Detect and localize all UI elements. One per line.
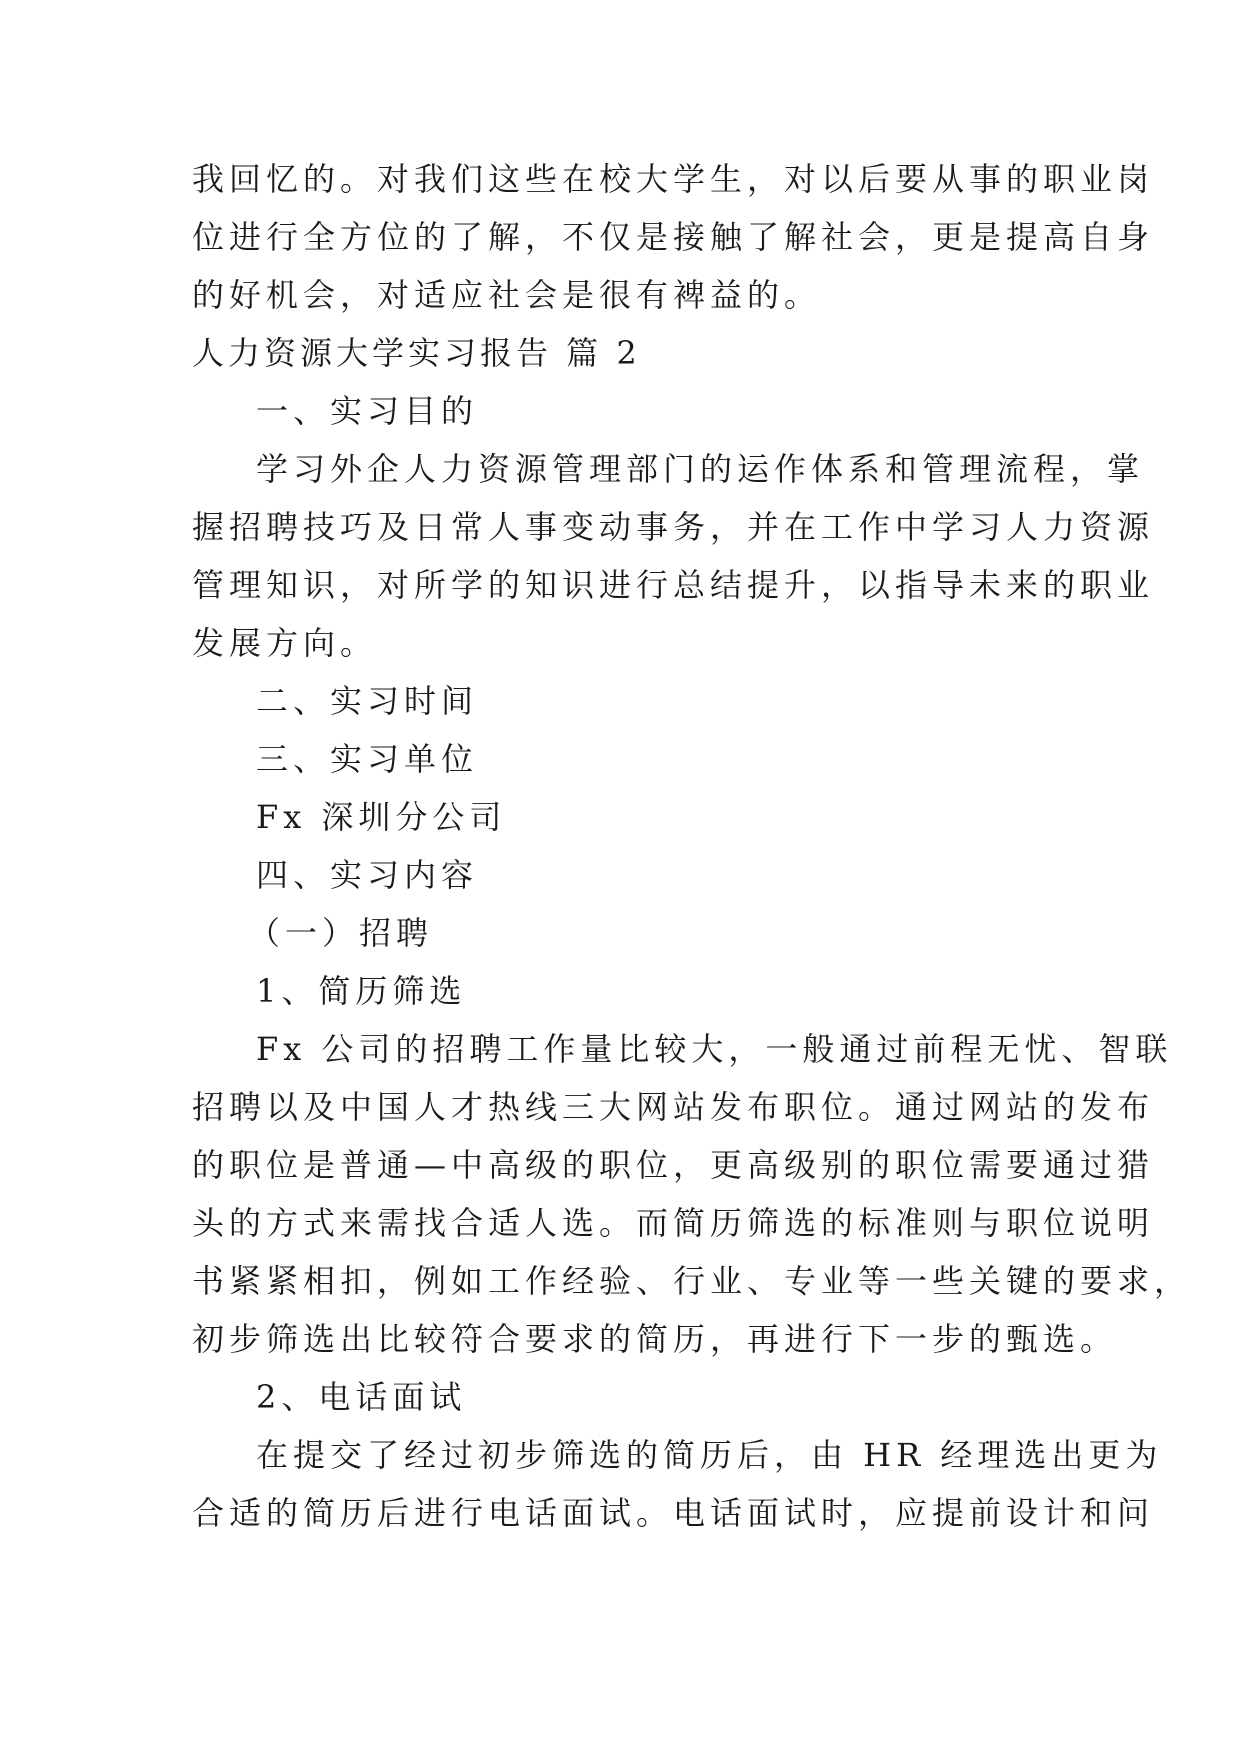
paragraph-line: 学习外企人力资源管理部门的运作体系和管理流程，掌 bbox=[256, 450, 1145, 488]
paragraph-line: 的好机会，对适应社会是很有裨益的。 bbox=[192, 276, 822, 314]
paragraph-line: 我回忆的。对我们这些在校大学生，对以后要从事的职业岗 bbox=[192, 160, 1155, 198]
paragraph-line: 合适的简历后进行电话面试。电话面试时，应提前设计和问 bbox=[192, 1494, 1155, 1532]
section-heading: 三、实习单位 bbox=[256, 740, 479, 778]
subsection-heading: 2、电话面试 bbox=[256, 1378, 467, 1416]
paragraph-line: 招聘以及中国人才热线三大网站发布职位。通过网站的发布 bbox=[192, 1088, 1155, 1126]
paragraph-line: 管理知识，对所学的知识进行总结提升，以指导未来的职业 bbox=[192, 566, 1155, 604]
paragraph-line: 头的方式来需找合适人选。而简历筛选的标准则与职位说明 bbox=[192, 1204, 1155, 1242]
paragraph-line: 在提交了经过初步筛选的简历后，由 HR 经理选出更为 bbox=[256, 1436, 1163, 1474]
section-title: 人力资源大学实习报告 篇 2 bbox=[192, 334, 641, 372]
section-heading: 四、实习内容 bbox=[256, 856, 479, 894]
section-heading: 一、实习目的 bbox=[256, 392, 479, 430]
paragraph-line: 发展方向。 bbox=[192, 624, 378, 662]
subsection-heading: 1、简历筛选 bbox=[256, 972, 467, 1010]
paragraph-line: 初步筛选出比较符合要求的简历，再进行下一步的甄选。 bbox=[192, 1320, 1118, 1358]
paragraph-line: 握招聘技巧及日常人事变动事务，并在工作中学习人力资源 bbox=[192, 508, 1155, 546]
paragraph-line: Fx 公司的招聘工作量比较大，一般通过前程无忧、智联 bbox=[256, 1030, 1173, 1068]
paragraph-line: 位进行全方位的了解，不仅是接触了解社会，更是提高自身 bbox=[192, 218, 1155, 256]
subsection-heading: （一）招聘 bbox=[248, 914, 434, 952]
paragraph-line: Fx 深圳分公司 bbox=[256, 798, 507, 836]
paragraph-line: 书紧紧相扣，例如工作经验、行业、专业等一些关键的要求， bbox=[192, 1262, 1192, 1300]
section-heading: 二、实习时间 bbox=[256, 682, 479, 720]
paragraph-line: 的职位是普通—中高级的职位，更高级别的职位需要通过猎 bbox=[192, 1146, 1155, 1184]
